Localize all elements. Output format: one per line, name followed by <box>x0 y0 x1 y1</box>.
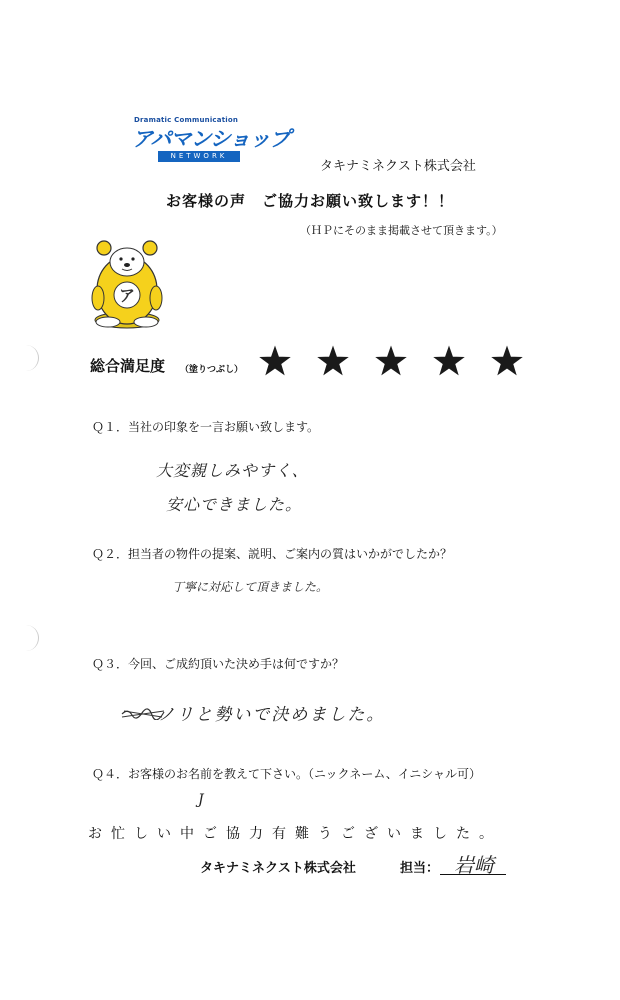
question-4: Ｑ４．お客様のお名前を教えて下さい。（ニックネーム、イニシャル可） <box>92 767 482 781</box>
mascot-bear-icon <box>86 238 168 330</box>
punch-hole-top <box>24 345 39 371</box>
staff-underline <box>440 874 506 875</box>
answer-4: J <box>198 792 204 808</box>
svg-text:ア: ア <box>118 286 136 305</box>
star-icon <box>435 347 464 374</box>
staff-name: 岩崎 <box>454 853 494 877</box>
question-2: Ｑ２．担当者の物件の提案、説明、ご案内の質はいかがでしたか？ <box>92 547 453 561</box>
star-icon <box>493 347 522 374</box>
staff-label: 担当： <box>400 861 440 876</box>
question-1: Ｑ１．当社の印象を一言お願い致します。 <box>92 420 320 434</box>
answer-1-line-1: 大変親しみやすく、 <box>156 461 309 480</box>
star-icon <box>377 347 406 374</box>
company-name-top: タキナミネクスト株式会社 <box>320 159 476 174</box>
thanks-message: お忙しい中ご協力有難うございました。 <box>88 826 502 842</box>
rating-sublabel: （塗りつぶし） <box>180 365 244 375</box>
logo-tagline: Dramatic Communication <box>134 116 239 124</box>
logo-name: アパマンショップ <box>132 127 290 151</box>
rating-stars <box>258 344 528 380</box>
answer-1-line-2: 安心できました。 <box>166 495 303 514</box>
punch-hole-bottom <box>24 625 39 651</box>
answer-2: 丁寧に対応して頂きました。 <box>172 580 329 594</box>
star-icon <box>261 347 290 374</box>
company-name-bottom: タキナミネクスト株式会社 <box>200 861 356 876</box>
answer-3: ノリと勢いで決めました。 <box>158 705 386 725</box>
question-3: Ｑ３．今回、ご成約頂いた決め手は何ですか？ <box>92 657 345 671</box>
star-icon <box>319 347 348 374</box>
logo-network: NETWORK <box>158 151 240 162</box>
publication-note: （ＨＰにそのまま掲載させて頂きます。） <box>300 224 503 237</box>
page-title: お客様の声 ご協力お願い致します！！ <box>165 192 454 210</box>
rating-label: 総合満足度 <box>90 357 166 375</box>
